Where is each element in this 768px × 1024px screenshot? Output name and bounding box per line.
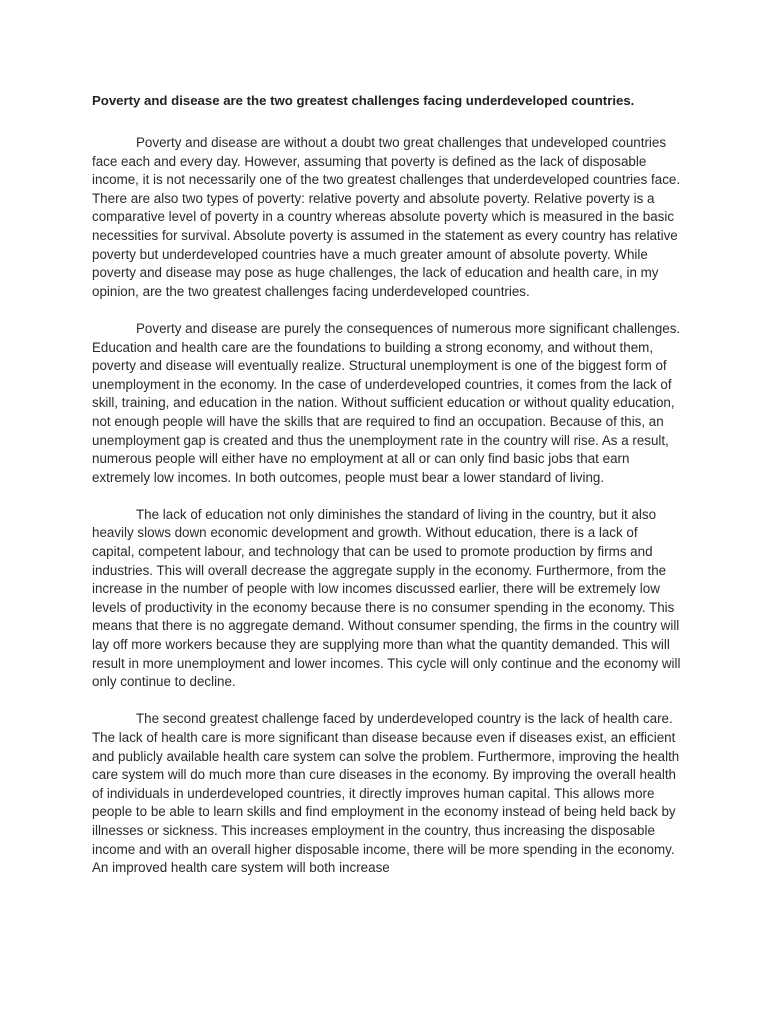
paragraph-3: The lack of education not only diminishes the standard of living in the country, but it also heavily slows down economic development and growth. Without education, there is a lack of capital, competent labour, and technology that can be used to promote production by firms and industries. This will overall decrease the aggregate supply in the economy. Furthermore, from the increase in the number of people with low incomes discussed earlier, there will be extremely low levels of productivity in the economy because there is no consumer spending in the economy. This means that there is no aggregate demand. Without consumer spending, the firms in the country will lay off more workers because they are supplying more than what the quantity demanded. This will result in more unemployment and lower incomes. This cycle will only continue and the economy will only continue to decline.: [92, 506, 681, 690]
paragraph-1: Poverty and disease are without a doubt two great challenges that undeveloped countries face each and every day. However, assuming that poverty is defined as the lack of disposable income, it is not necessarily one of the two greatest challenges that underdeveloped countries face. There are also two types of poverty: relative poverty and absolute poverty. Relative poverty is a comparative level of poverty in a country whereas absolute poverty which is measured in the basic necessities for survival. Absolute poverty is assumed in the statement as every country has relative poverty but underdeveloped countries have a much greater amount of absolute poverty. While poverty and disease may pose as huge challenges, the lack of education and health care, in my opinion, are the two greatest challenges facing underdeveloped countries.: [92, 135, 681, 299]
paragraph-4: The second greatest challenge faced by underdeveloped country is the lack of health care. The lack of health care is more significant than disease because even if diseases exist, an efficient and publicly available health care system can solve the problem. Furthermore, improving the health care system will do much more than cure diseases in the economy. By improving the overall health of individuals in underdeveloped countries, it directly improves human capital. This allows more people to be able to learn skills and find employment in the economy instead of being held back by illnesses or sickness. This increases employment in the country, thus increasing the disposable income and with an overall higher disposable income, there will be more spending in the economy. An improved health care system will both increase: [92, 711, 680, 876]
document-title: Poverty and disease are the two greatest challenges facing underdeveloped countries.: [92, 93, 635, 108]
paragraph-2: Poverty and disease are purely the consequences of numerous more significant challenges. Education and health care are the foundations to building a strong economy, and without them, poverty and disease will eventually realize. Structural unemployment is one of the biggest form of unemployment in the economy. In the case of underdeveloped countries, it comes from the lack of skill, training, and education in the nation. Without sufficient education or without quality education, not enough people will have the skills that are required to find an occupation. Because of this, an unemployment gap is created and thus the unemployment rate in the country will rise. As a result, numerous people will either have no employment at all or can only find basic jobs that earn extremely low incomes. In both outcomes, people must bear a lower standard of living.: [92, 320, 681, 485]
